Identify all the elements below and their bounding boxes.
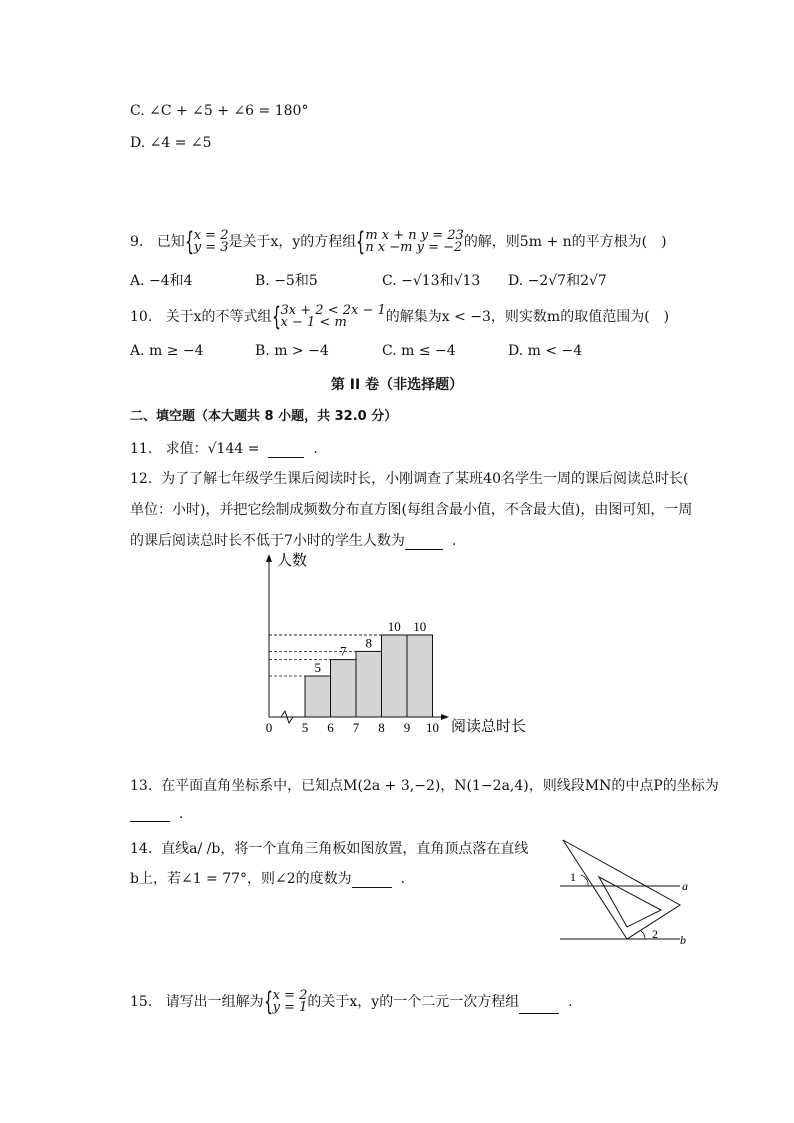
q10-number: 10. — [130, 309, 153, 325]
line-a-label: a — [682, 879, 688, 893]
histogram-x-axis-label: 阅读总时长 — [451, 719, 527, 735]
inner-triangle — [599, 877, 661, 927]
q14-answer-blank[interactable] — [352, 873, 392, 888]
bar-value-label: 7 — [340, 643, 347, 659]
q15-answer-blank[interactable] — [519, 999, 559, 1014]
q9-option-d: D. −2√7和2√7 — [508, 273, 607, 289]
histogram-bar — [382, 635, 408, 717]
q9-pre: 已知 — [156, 234, 185, 250]
histogram-bar — [331, 660, 357, 717]
q9-sys2-row2: n x −m y = −2 — [365, 240, 463, 255]
q9-option-b: B. −5和5 — [255, 273, 318, 289]
q10-sys-row2: x − 1 < m — [280, 315, 347, 330]
q9-stem — [130, 227, 667, 257]
q15-stem — [130, 987, 573, 1017]
q11-pre: 求值：√144 = — [165, 441, 260, 457]
q9-sys2-row1: m x + n y = 23 — [365, 228, 464, 243]
x-axis-arrow — [441, 714, 449, 720]
q12-text-line1: 为了了解七年级学生课后阅读时长，小刚调查了某班40名学生一周的课后阅读总时长( — [161, 471, 689, 487]
line-b-label: b — [680, 933, 686, 947]
bar-value-label: 10 — [387, 619, 401, 634]
q8-option-c: C. ∠C + ∠5 + ∠6 = 180° — [130, 103, 309, 119]
q12-text-line3: 的课后阅读总时长不低于7小时的学生人数为 — [130, 533, 405, 549]
q10-option-b: B. m > −4 — [255, 343, 329, 359]
q10-option-c: C. m ≤ −4 — [382, 343, 456, 359]
q12-line3 — [130, 530, 456, 550]
q12-line1 — [130, 468, 688, 488]
q11-answer-blank[interactable] — [268, 443, 304, 458]
q9-solution-system: { x = 2 y = 3 — [184, 227, 229, 257]
q10-pre: 关于x的不等式组 — [165, 309, 272, 325]
angle1-label: 1 — [570, 870, 576, 884]
q15-post: 的关于x，y的一个二元一次方程组 — [307, 994, 520, 1010]
q9-number: 9. — [130, 234, 144, 250]
q13-line1 — [130, 775, 719, 795]
q15-end: . — [568, 994, 573, 1010]
q12-number: 12. — [130, 471, 153, 487]
bar-value-label: 5 — [314, 660, 321, 675]
bar-value-label: 8 — [365, 635, 372, 651]
histogram-bar — [407, 635, 433, 717]
bar-value-label: 10 — [413, 619, 427, 634]
q9-equation-system: { m x + n y = 23 n x −m y = −2 — [356, 227, 464, 257]
q9-sys1-row1: x = 2 — [193, 228, 229, 243]
angle2-label: 2 — [652, 927, 658, 941]
part2-title: 第 II 卷（非选择题） — [330, 377, 464, 393]
fill-blank-section-heading: 二、填空题（本大题共 8 小题，共 32.0 分） — [130, 409, 398, 424]
q13-number: 13. — [130, 778, 153, 794]
q9-sys1-row2: y = 3 — [193, 240, 229, 255]
q15-solution-system: { x = 2 y = 1 — [263, 987, 308, 1017]
x-tick-label: 0 — [265, 720, 273, 735]
q9-mid: 是关于x，y的方程组 — [228, 234, 357, 250]
histogram-x-tick-labels — [266, 720, 439, 735]
q10-option-d: D. m < −4 — [508, 343, 583, 359]
y-axis-arrow — [266, 554, 272, 562]
q12-post: . — [451, 533, 457, 549]
q10-sys-row1: 3x + 2 < 2x − 1 — [280, 303, 386, 318]
q14-text-line2: b上，若∠1 = 77°，则∠2的度数为 — [130, 871, 352, 887]
q15-sys-row1: x = 2 — [272, 988, 308, 1003]
q15-sys-row2: y = 1 — [272, 1000, 308, 1015]
q13-post: . — [178, 806, 184, 822]
q10-option-a: A. m ≥ −4 — [130, 343, 204, 359]
x-tick-label: 5 — [301, 720, 309, 735]
q11-number: 11. — [130, 441, 153, 457]
x-tick-label: 9 — [403, 720, 411, 735]
q14-post: . — [400, 871, 406, 887]
q10-post: 的解集为x < −3，则实数m的取值范围为( ) — [385, 309, 670, 325]
q9-post: 的解，则5m + n的平方根为( ) — [463, 234, 667, 250]
angle2-arc — [641, 931, 645, 939]
q15-pre: 请写出一组解为 — [165, 994, 264, 1010]
histogram-bar — [356, 651, 382, 717]
q9-option-c: C. −√13和√13 — [382, 273, 481, 289]
q14-line1 — [130, 838, 528, 858]
q14-line2 — [130, 868, 405, 888]
q12-text-line2: 单位：小时)，并把它绘制成频数分布直方图(每组含最小值，不含最大值)，由图可知，一周 — [130, 502, 693, 518]
q14-number: 14. — [130, 841, 153, 857]
q10-inequality-system: { 3x + 2 < 2x − 1 x − 1 < m — [271, 302, 386, 332]
q14-text-line1: 直线a/ /b，将一个直角三角板如图放置，直角顶点落在直线 — [161, 841, 529, 857]
q12-answer-blank[interactable] — [405, 535, 443, 550]
q9-option-a: A. −4和4 — [130, 273, 193, 289]
q13-line2 — [130, 806, 183, 822]
triangle-ruler-figure — [555, 835, 695, 950]
reading-time-histogram — [255, 550, 535, 740]
x-tick-label: 7 — [352, 720, 360, 735]
q8-option-d: D. ∠4 = ∠5 — [130, 135, 212, 151]
histogram-bar — [305, 676, 331, 717]
q13-answer-blank[interactable] — [130, 807, 170, 822]
q11-post: . — [313, 441, 318, 457]
x-tick-label: 6 — [327, 720, 334, 735]
histogram-y-axis-label: 人数 — [277, 553, 308, 569]
q11-stem — [130, 438, 318, 458]
q10-stem — [130, 302, 670, 332]
x-tick-label: 8 — [378, 720, 385, 735]
q13-text: 在平面直角坐标系中，已知点M(2a + 3,−2)，N(1−2a,4)，则线段MN的中点P的坐标为 — [161, 778, 719, 794]
x-tick-label: 10 — [426, 720, 439, 735]
q15-number: 15. — [130, 994, 153, 1010]
